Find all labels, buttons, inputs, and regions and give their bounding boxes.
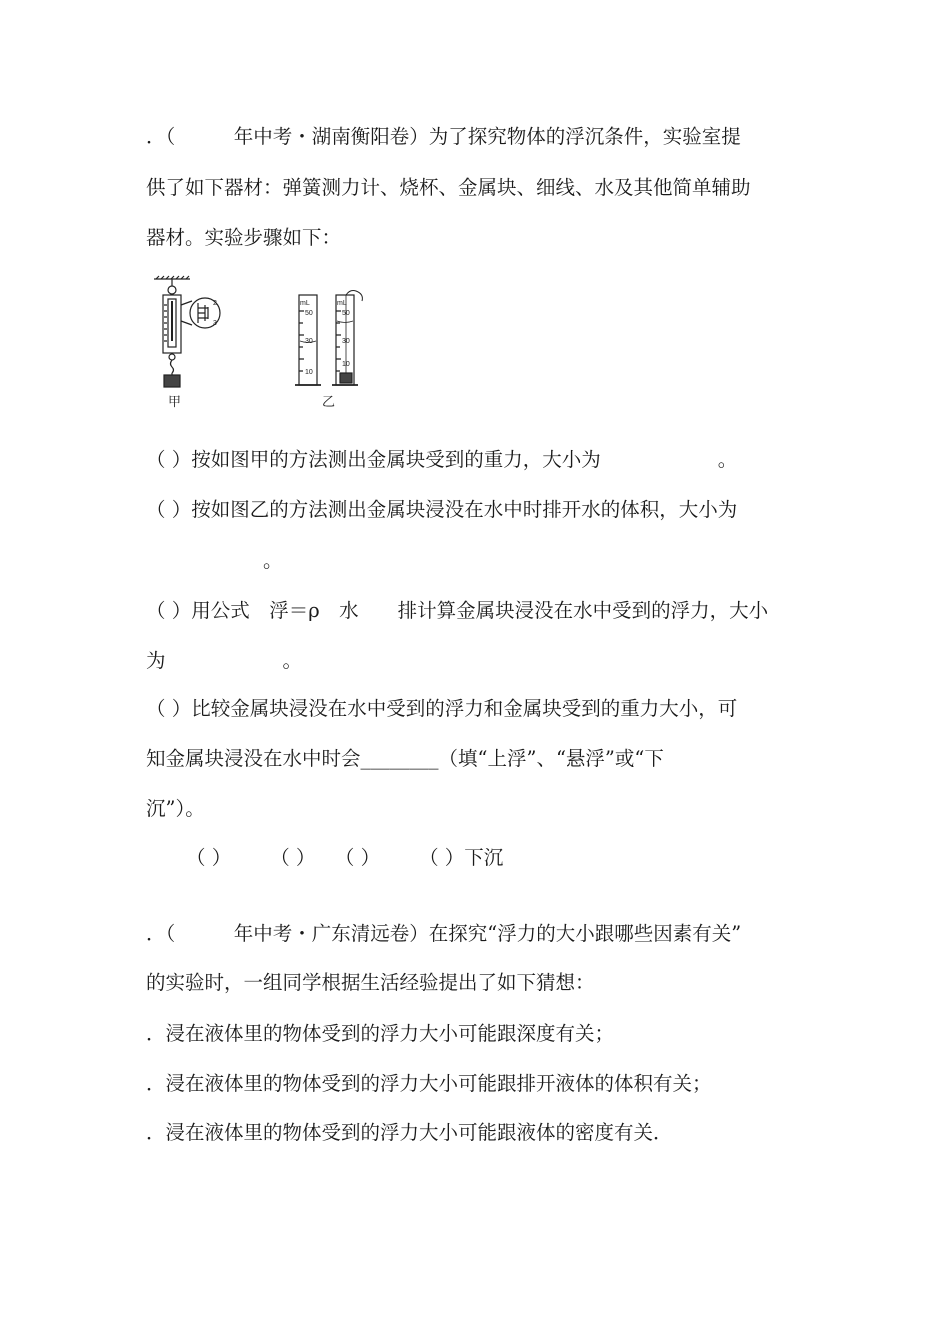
q1-stem-line-2: 供了如下器材：弹簧测力计、烧杯、金属块、细线、水及其他简单辅助 [146,176,751,199]
svg-text:3: 3 [213,320,217,327]
q1-answers: （ ） （ ） （ ） （ ）下沉 [186,846,504,869]
spring-scale-figure [154,276,220,387]
q2-stem-line-2: 的实验时，一组同学根据生活经验提出了如下猜想： [146,971,595,994]
q1-step-line-1: （ ）按如图甲的方法测出金属块受到的重力，大小为 。 [146,448,738,471]
q1-stem-line-3: 器材。实验步骤如下： [146,226,342,249]
q2-guess-b: ．浸在液体里的物体受到的浮力大小可能跟排开液体的体积有关； [146,1072,712,1095]
cyl2-tick-10: 10 [342,361,350,368]
cyl1-tick-10: 10 [305,369,313,376]
cyl1-tick-50: 50 [305,310,313,317]
figure-caption-right: 乙 [322,394,336,409]
cyl2-tick-50: 50 [342,310,350,317]
svg-text:2: 2 [213,300,217,307]
q1-stem-line-1: ．（ 年中考・湖南衡阳卷）为了探究物体的浮沉条件，实验室提 [146,125,741,148]
q1-step-line-3: 。 [146,549,283,572]
q2-stem-line-1: ．（ 年中考・广东清远卷）在探究“浮力的大小跟哪些因素有关” [146,922,742,945]
cyl1-tick-30: 30 [305,338,313,345]
q1-step-line-7: 知金属块浸没在水中时会________（填“上浮”、“悬浮”或“下 [146,747,664,770]
cyl2-tick-30: 30 [342,338,350,345]
figure-caption-left: 甲 [168,394,182,409]
cyl1-tick-unit: mL [300,300,310,307]
q2-guess-a: ．浸在液体里的物体受到的浮力大小可能跟深度有关； [146,1022,615,1045]
cyl2-tick-unit: mL [337,300,347,307]
experiment-figure [150,275,380,415]
q1-step-line-5: 为 。 [146,649,303,672]
q1-step-line-2: （ ）按如图乙的方法测出金属块浸没在水中时排开水的体积，大小为 [146,498,738,521]
q1-step-line-4: （ ）用公式 浮＝ρ 水 排计算金属块浸没在水中受到的浮力，大小 [146,599,769,622]
q1-step-line-6: （ ）比较金属块浸没在水中受到的浮力和金属块受到的重力大小，可 [146,697,738,720]
q2-guess-c: ．浸在液体里的物体受到的浮力大小可能跟液体的密度有关． [146,1121,673,1144]
q1-step-line-8: 沉”）。 [146,797,205,820]
